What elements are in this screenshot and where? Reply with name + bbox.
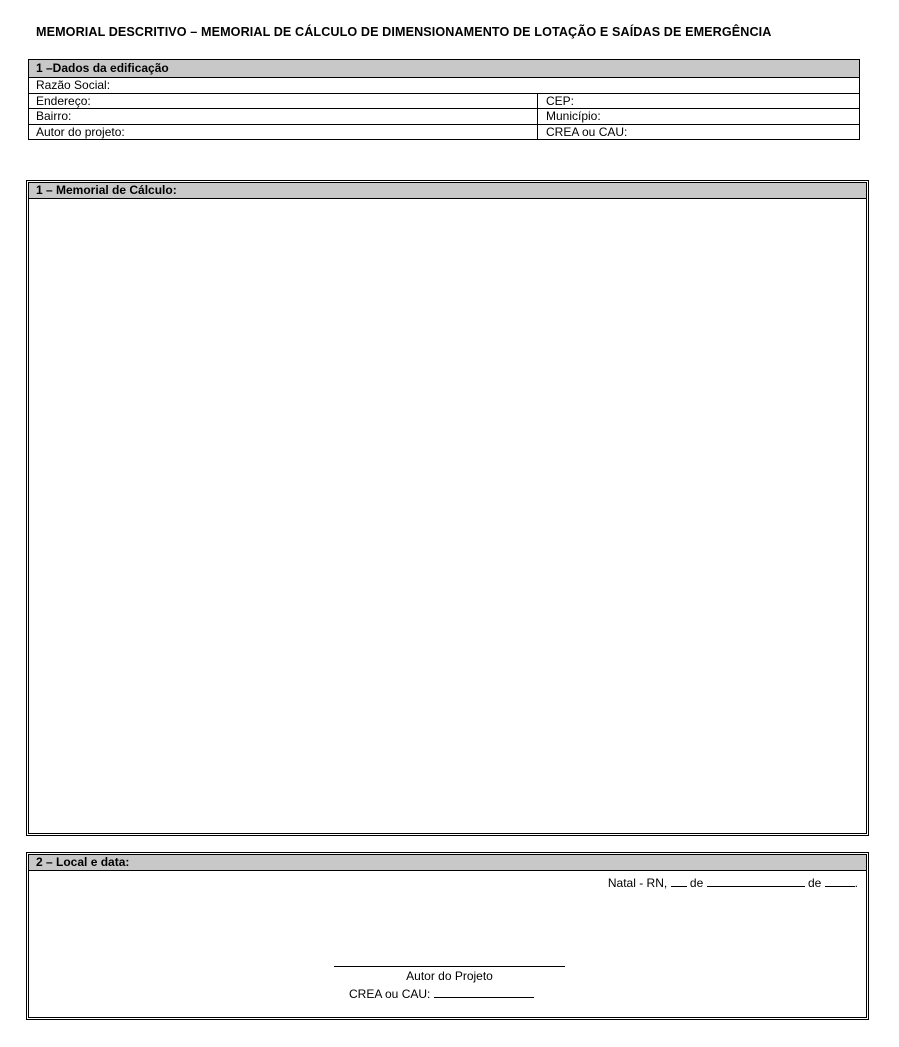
signature-label: Autor do Projeto [406, 969, 493, 983]
cep-field[interactable]: CEP: [537, 94, 859, 109]
building-data-header: 1 –Dados da edificação [29, 60, 859, 78]
municipio-field[interactable]: Município: [537, 109, 859, 124]
de-text-2: de [807, 876, 822, 890]
place-date-header: 2 – Local e data: [29, 855, 866, 871]
calculation-body[interactable] [29, 199, 866, 833]
table-row [29, 109, 859, 125]
crea-field[interactable]: CREA ou CAU: [537, 125, 859, 140]
crea-blank[interactable] [434, 986, 534, 998]
table-row [29, 78, 859, 94]
calculation-header: 1 – Memorial de Cálculo: [29, 183, 866, 199]
razao-social-field[interactable]: Razão Social: [36, 78, 111, 92]
table-row [29, 94, 859, 110]
month-blank[interactable] [707, 875, 805, 887]
day-blank[interactable] [671, 875, 687, 887]
bairro-field[interactable]: Bairro: [36, 109, 72, 123]
date-line: Natal - RN, de de . [607, 876, 858, 890]
endereco-field[interactable]: Endereço: [36, 93, 91, 108]
calculation-section [26, 180, 869, 836]
de-text-1: de [689, 876, 704, 890]
document-title: MEMORIAL DESCRITIVO – MEMORIAL DE CÁLCULO DE DIMENSIONAMENTO DE LOTAÇÃO E SAÍDAS DE EMERGÊNCIA [36, 25, 772, 39]
building-data-table [28, 59, 860, 140]
signature-crea-line [349, 986, 534, 1001]
table-row [29, 125, 859, 140]
place-date-section [26, 852, 869, 1020]
crea-label: CREA ou CAU: [349, 987, 431, 1001]
year-blank[interactable] [825, 875, 855, 887]
city-text: Natal - RN, [607, 876, 668, 890]
autor-field[interactable]: Autor do projeto: [36, 124, 125, 139]
signature-line[interactable] [334, 966, 565, 967]
